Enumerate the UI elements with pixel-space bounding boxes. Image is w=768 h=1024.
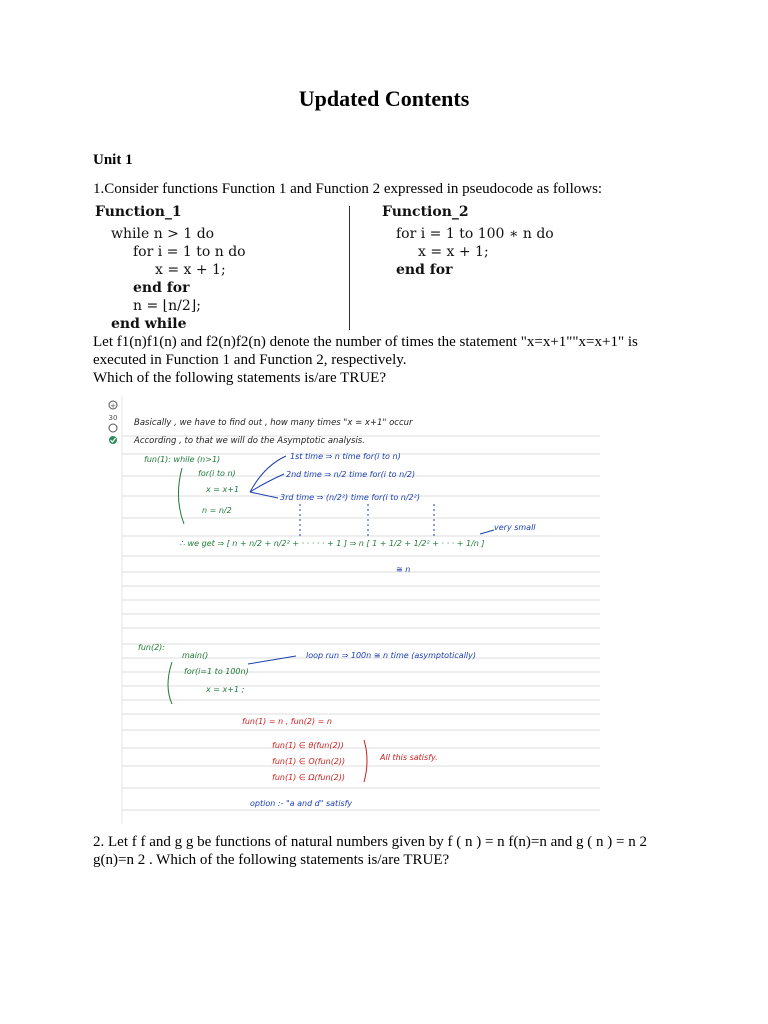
- handwritten-notes-image: [100, 396, 600, 824]
- function-2-line: end for: [396, 262, 453, 278]
- question-2-text: 2. Let f f and g g be functions of natural numbers given by f ( n ) = n f(n)=n and g ( n ) = n 2 g(n)=n 2 . Which of the following statements is/are TRUE?: [93, 834, 647, 868]
- function-2-name: Function_2: [382, 204, 469, 220]
- note-we-get: ∴ we get ⇒ [ n + n/2 + n/2² + · · · · · + 1 ] ⇒ n [ 1 + 1/2 + 1/2² + · · · + 1/n ]: [180, 539, 485, 548]
- function-1-line: end while: [111, 316, 187, 332]
- function-2-line: x = x + 1;: [418, 244, 489, 260]
- function-2-line: for i = 1 to 100 ∗ n do: [396, 226, 554, 242]
- note-claim-theta: fun(1) ∈ θ(fun(2)): [272, 741, 344, 750]
- note-line-2: According , to that we will do the Asymptotic analysis.: [134, 436, 365, 446]
- page-title: Updated Contents: [298, 86, 470, 111]
- question-1-definition: Let f1(n)f1(n) and f2(n)f2(n) denote the number of times the statement "x=x+1""x=x+1" is executed in Function 1 and Function 2, respectively.: [93, 334, 638, 368]
- note-claim-bigo: fun(1) ∈ O(fun(2)): [272, 757, 346, 766]
- note-option: option :- "a and d" satisfy: [250, 799, 353, 808]
- function-1-line: end for: [133, 280, 190, 296]
- function-1-name: Function_1: [95, 204, 182, 220]
- note-x2: x = x+1 ;: [206, 685, 245, 694]
- function-1-line: x = x + 1;: [155, 262, 226, 278]
- note-fun2: fun(2):: [138, 643, 165, 652]
- note-main: main(): [182, 651, 209, 660]
- note-all-satisfy: All this satisfy.: [380, 753, 438, 762]
- note-approx-n: ≅ n: [396, 565, 411, 574]
- note-claim-omega: fun(1) ∈ Ω(fun(2)): [272, 773, 345, 782]
- note-line-1: Basically , we have to find out , how many times "x = x+1" occur: [134, 418, 413, 428]
- notes-drawing: [100, 396, 600, 824]
- pseudocode-divider: [349, 206, 350, 330]
- note-time-3: 3rd time ⇒ (n/2²) time for(i to n/2²): [280, 493, 420, 502]
- note-for1: for(i to n): [198, 469, 236, 478]
- svg-text:+: +: [110, 402, 116, 410]
- question-1-prompt: Which of the following statements is/are TRUE?: [93, 370, 386, 386]
- note-time-2: 2nd time ⇒ n/2 time for(i to n/2): [286, 470, 416, 479]
- function-1-line: for i = 1 to n do: [133, 244, 246, 260]
- check-icon: [109, 436, 117, 444]
- pseudocode-figure: [93, 202, 593, 330]
- note-xinc: x = x+1: [206, 485, 240, 494]
- note-for2: for(i=1 to 100n): [184, 667, 249, 676]
- note-fun1: fun(1): while (n>1): [144, 455, 221, 464]
- question-1-intro: 1.Consider functions Function 1 and Function 2 expressed in pseudocode as follows:: [93, 181, 603, 197]
- unit-heading: Unit 1: [93, 152, 133, 168]
- function-1-line: while n > 1 do: [111, 226, 215, 242]
- note-loop-run: loop run ⇒ 100n ≅ n time (asymptotically): [306, 651, 476, 660]
- note-nhalf: n = n/2: [202, 506, 232, 515]
- note-time-1: 1st time ⇒ n time for(i to n): [290, 452, 401, 461]
- sidebar-count: 30: [108, 414, 118, 422]
- function-1-line: n = ⌊n/2⌋;: [133, 298, 201, 314]
- note-very-small: very small: [494, 523, 536, 532]
- remove-icon: [109, 424, 117, 432]
- note-equation: fun(1) = n , fun(2) = n: [242, 717, 332, 726]
